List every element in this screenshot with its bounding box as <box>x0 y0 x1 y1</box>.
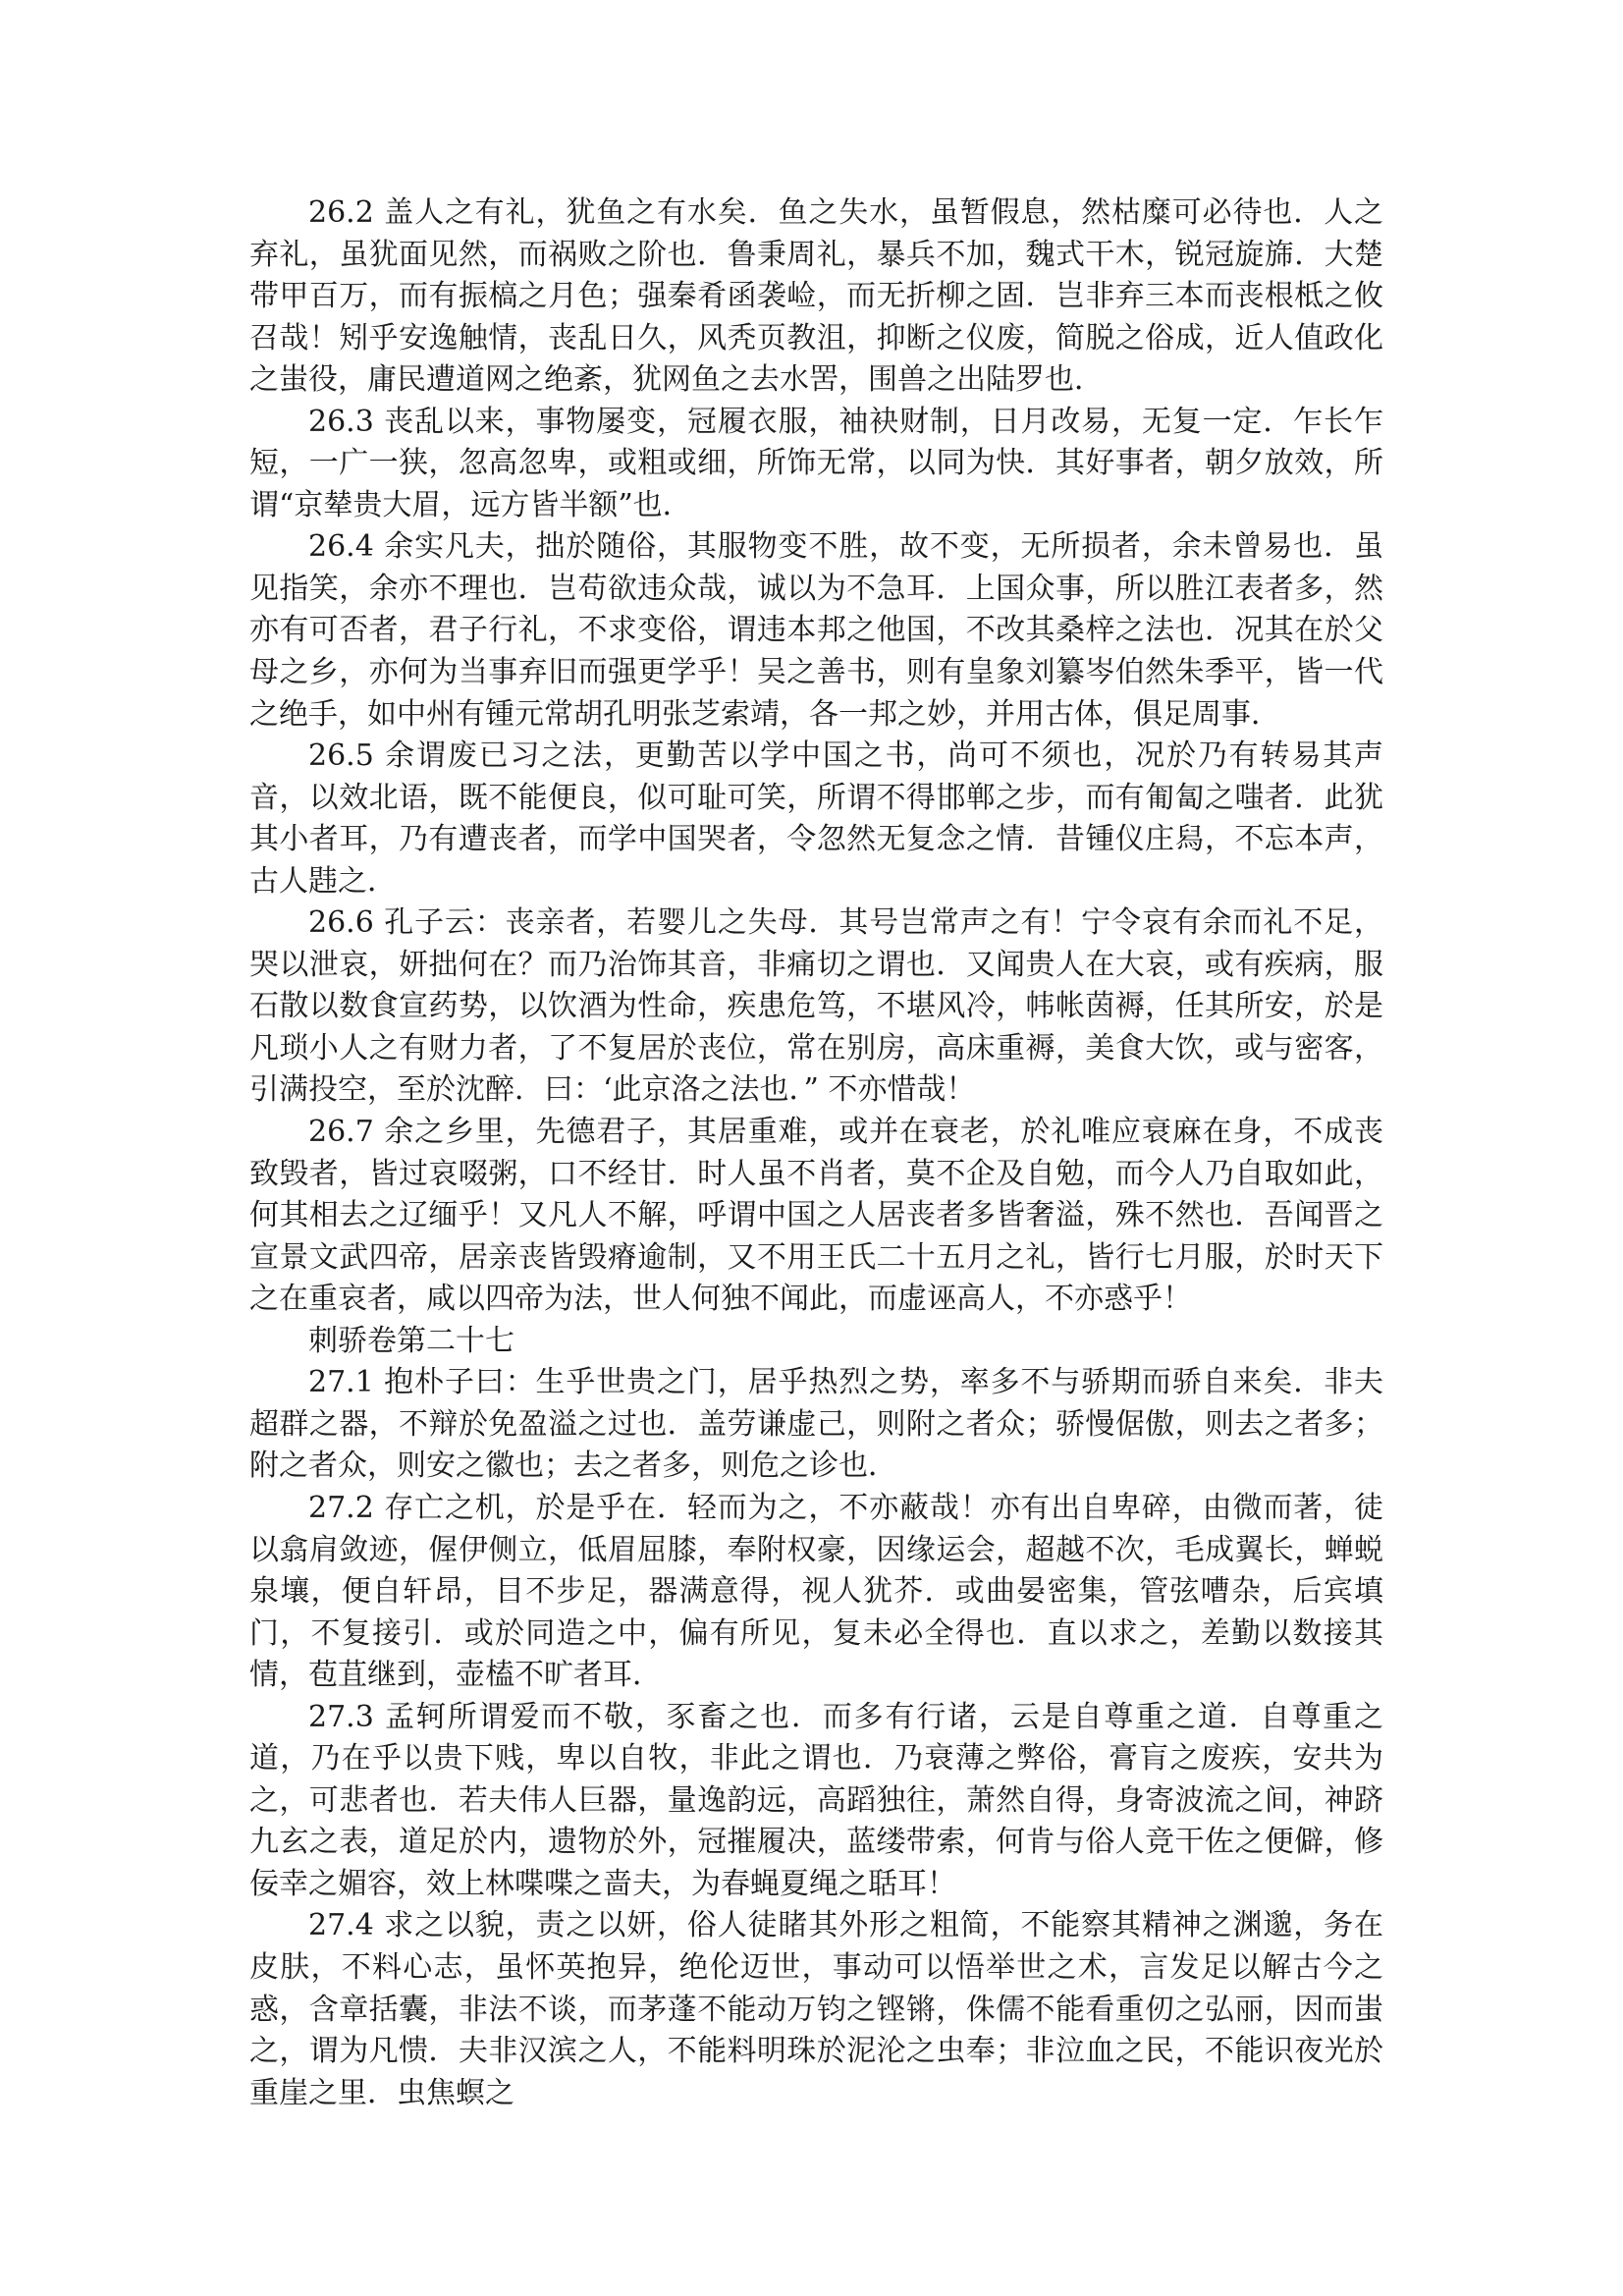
paragraph-26-6: 26.6 孔子云：丧亲者，若婴儿之失母．其号岂常声之有！宁令哀有余而礼不足，哭以泄哀，妍拙何在？而乃治饰其音，非痛切之谓也．又闻贵人在大哀，或有疾病，服石散以数食宣药势，以饮酒为性命，疾患危笃，不堪风冷，帏帐茵褥，任其所安，於是凡琐小人之有财力者，了不复居於丧位，常在别房，高床重褥，美食大饮，或与密客，引满投空，至於沈醉．曰：‘此京洛之法也．” 不亦惜哉！ <box>249 905 1383 1108</box>
paragraph-26-4: 26.4 余实凡夫，拙於随俗，其服物变不胜，故不变，无所损者，余未曾易也．虽见指笑，余亦不理也．岂苟欲违众哉，诚以为不急耳．上国众事，所以胜江表者多，然亦有可否者，君子行礼，不求变俗，谓违本邦之他国，不改其桑梓之法也．况其在於父母之乡，亦何为当事弃旧而强更学乎！吴之善书，则有皇象刘纂岑伯然朱季平，皆一代之绝手，如中州有锺元常胡孔明张芝索靖，各一邦之妙，并用古体，俱足周事． <box>249 529 1383 732</box>
chapter-heading: 刺骄卷第二十七 <box>308 1323 514 1358</box>
paragraph-27-3: 27.3 孟轲所谓爱而不敬，豕畜之也．而多有行诸，云是自尊重之道．自尊重之道，乃在乎以贵下贱，卑以自牧，非此之谓也．乃衰薄之弊俗，膏肓之废疾，安共为之，可悲者也．若夫伟人巨器，量逸韵远，高蹈独往，萧然自得，身寄波流之间，神跻九玄之表，道足於内，遗物於外，冠摧履决，蓝缕带索，何肯与俗人竞干佐之便僻，修佞幸之媚容，效上林喋喋之啬夫，为春蝇夏绳之聒耳！ <box>249 1699 1383 1901</box>
document-page <box>249 192 1383 2114</box>
paragraph-27-2: 27.2 存亡之机，於是乎在．轻而为之，不亦蔽哉！亦有出自卑碎，由微而著，徒以翕肩敛迹，偓伊侧立，低眉屈膝，奉附权豪，因缘运会，超越不次，毛成翼长，蝉蜕泉壤，便自轩昂，目不步足，器满意得，视人犹芥．或曲晏密集，管弦嘈杂，后宾填门，不复接引．或於同造之中，偏有所见，复未必全得也．直以求之，差勤以数接其情，苞苴继到，壶榼不旷者耳． <box>249 1490 1383 1693</box>
paragraph-26-3: 26.3 丧乱以来，事物屡变，冠履衣服，袖袂财制，日月改易，无复一定．乍长乍短，一广一狭，忽高忽卑，或粗或细，所饰无常，以同为快．其好事者，朝夕放效，所谓“京辇贵大眉，远方皆半额”也． <box>249 404 1383 522</box>
paragraph-26-5: 26.5 余谓废已习之法，更勤苦以学中国之书，尚可不须也，况於乃有转易其声音，以效北语，既不能便良，似可耻可笑，所谓不得邯郸之步，而有匍匐之嗤者．此犹其小者耳，乃有遭丧者，而学中国哭者，令忽然无复念之情．昔锺仪庄舄，不忘本声，古人韪之． <box>249 738 1383 899</box>
paragraph-27-4: 27.4 求之以貌，责之以妍，俗人徒睹其外形之粗简，不能察其精神之渊邈，务在皮肤，不料心志，虽怀英抱异，绝伦迈世，事动可以悟举世之术，言发足以解古今之惑，含章括囊，非法不谈，而茅蓬不能动万钧之铿锵，侏儒不能看重仞之弘丽，因而蚩之，谓为凡愦．夫非汉滨之人，不能料明珠於泥沦之虫奉；非泣血之民，不能识夜光於重崖之里．虫焦螟之 <box>249 1908 1383 2110</box>
paragraph-26-2: 26.2 盖人之有礼，犹鱼之有水矣．鱼之失水，虽暂假息，然枯糜可必待也．人之弃礼，虽犹面见然，而祸败之阶也．鲁秉周礼，暴兵不加，魏式干木，锐冠旋旆．大楚带甲百万，而有振槁之月色；强秦肴函袭崄，而无折柳之固．岂非弃三本而丧根柢之攸召哉！矧乎安逸触情，丧乱日久，风秃页教沮，抑断之仪废，简脱之俗成，近人值政化之蚩役，庸民遭道网之绝紊，犹网鱼之去水罟，围兽之出陆罗也． <box>249 195 1383 398</box>
paragraph-27-1: 27.1 抱朴子曰：生乎世贵之门，居乎热烈之势，率多不与骄期而骄自来矣．非夫超群之器，不辩於免盈溢之过也．盖劳谦虚己，则附之者众；骄慢倨傲，则去之者多；附之者众，则安之徽也；去之者多，则危之诊也． <box>249 1365 1383 1484</box>
paragraph-26-7: 26.7 余之乡里，先德君子，其居重难，或并在衰老，於礼唯应衰麻在身，不成丧致毁者，皆过哀啜粥，口不经甘．时人虽不肖者，莫不企及自勉，而今人乃自取如此，何其相去之辽缅乎！又凡人不解，呼谓中国之人居丧者多皆奢溢，殊不然也．吾闻晋之宣景文武四帝，居亲丧皆毁瘠逾制，又不用王氏二十五月之礼，皆行七月服，於时天下之在重哀者，咸以四帝为法，世人何独不闻此，而虚诬高人，不亦惑乎！ <box>249 1115 1383 1317</box>
